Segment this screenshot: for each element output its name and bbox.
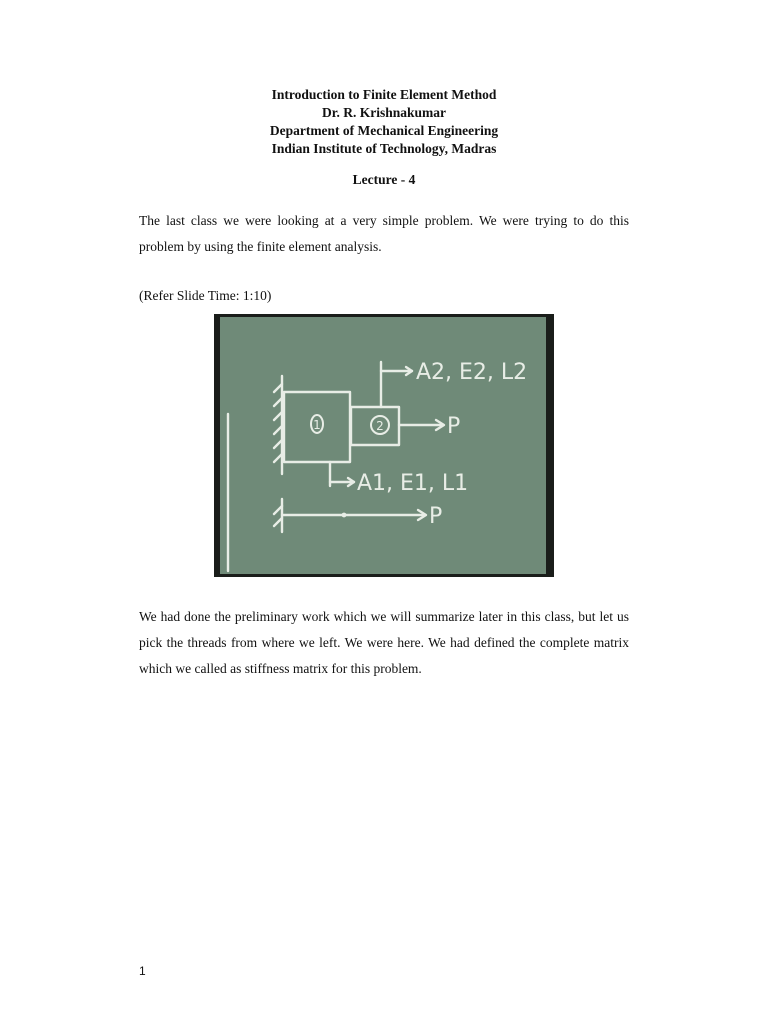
lecture-slide-image (214, 314, 554, 577)
element2-label: 2 (376, 419, 384, 433)
paragraph-intro: The last class we were looking at a very simple problem. We were trying to do this problem by using the finite element analysis. (139, 213, 629, 254)
element1-label: 1 (313, 418, 321, 432)
author-name: Dr. R. Krishnakumar (321, 105, 447, 120)
bottom-force-label: P (429, 504, 443, 529)
course-title: Introduction to Finite Element Method (271, 87, 497, 102)
paragraph-summary: We had done the preliminary work which we will summarize later in this class, but let us pick the threads from where we left. We were here. We had defined the complete matrix which we called as stiffness matrix for this problem. (139, 609, 629, 676)
lecture-heading: Lecture - 4 (352, 172, 416, 187)
department-name: Department of Mechanical Engineering (269, 123, 499, 138)
top-force-label: P (447, 414, 461, 439)
institute-name: Indian Institute of Technology, Madras (271, 141, 497, 156)
top-properties-label: A2, E2, L2 (416, 360, 528, 385)
document-header (0, 86, 768, 158)
slide-reference: (Refer Slide Time: 1:10) (139, 288, 272, 303)
page-number: 1 (139, 964, 146, 978)
bottom-properties-label: A1, E1, L1 (357, 471, 469, 496)
